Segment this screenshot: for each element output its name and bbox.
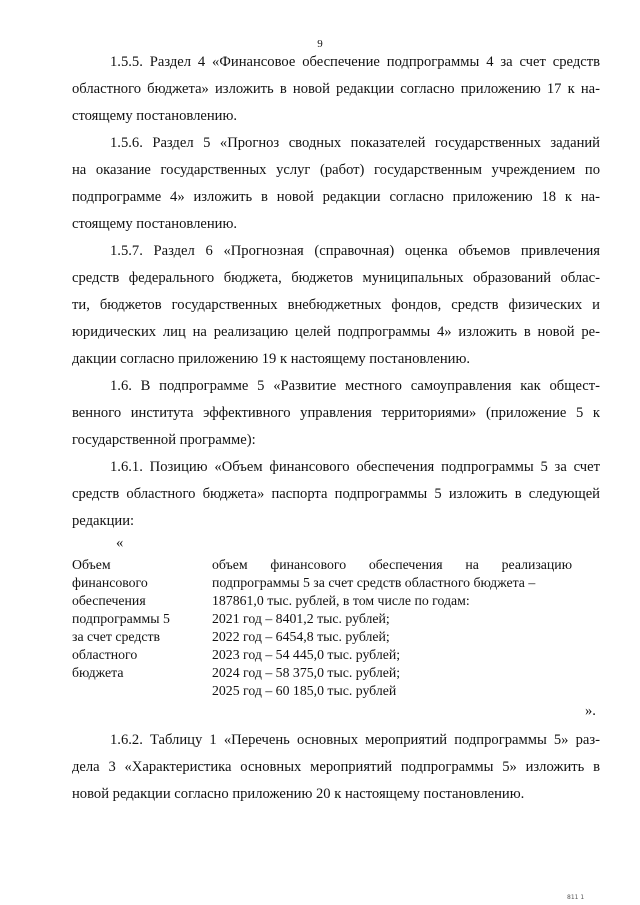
text-line: 1.6.2. Таблицу 1 «Перечень основных мероприятий подпрограммы 5» раз- [110,732,600,748]
text-line: юридических лиц на реализацию целей подпрограммы 4» изложить в новой ре- [72,324,600,340]
table-right-line: подпрограммы 5 за счет средств областного бюджета – [212,575,536,590]
text-line: венного института эффективного управления территориями» (приложение 5 к [72,405,600,421]
closing-quote: ». [585,703,596,719]
text-line: 1.5.5. Раздел 4 «Финансовое обеспечение подпрограммы 4 за счет средств [110,54,600,70]
text-line: подпрограмме 4» изложить в новой редакции согласно приложению 18 к на- [72,189,600,205]
table-left-line: за счет средств [72,629,161,644]
text-line: 1.6.1. Позицию «Объем финансового обеспечения подпрограммы 5 за счет [110,459,600,475]
table-right-line: 187861,0 тыс. рублей, в том числе по годам: [212,593,470,608]
text-line: ти, бюджетов государственных внебюджетных фондов, средств физических и [72,297,600,313]
table-right-line: 2024 год – 58 375,0 тыс. рублей; [212,665,401,680]
table-left-line: финансового [72,575,148,590]
table-right-line: 2023 год – 54 445,0 тыс. рублей; [212,647,401,662]
table-left-line: подпрограммы 5 [72,611,170,626]
text-line: государственной программе): [72,432,256,448]
text-line: новой редакции согласно приложению 20 к настоящему постановлению. [72,786,525,802]
table-right-line: 2022 год – 6454,8 тыс. рублей; [212,629,390,644]
text-line: дакции согласно приложению 19 к настоящему постановлению. [72,351,471,367]
text-line: стоящему постановлению. [72,216,238,232]
text-line: стоящему постановлению. [72,108,238,124]
text-line: 1.6. В подпрограмме 5 «Развитие местного самоуправления как общест- [110,378,600,394]
table-left-line: областного [72,647,138,662]
text-line: областного бюджета» изложить в новой редакции согласно приложению 17 к на- [72,81,600,97]
table-right-line: объем финансового обеспечения на реализацию [212,557,572,572]
page-number: 9 [317,38,323,50]
opening-quote: « [116,535,124,551]
corner-mark: 811 1 [567,894,585,901]
table-left-line: обеспечения [72,593,146,608]
text-line: на оказание государственных услуг (работ) государственным учреждением по [72,162,600,178]
text-line: 1.5.7. Раздел 6 «Прогнозная (справочная) оценка объемов привлечения [110,243,600,259]
table-right-line: 2021 год – 8401,2 тыс. рублей; [212,611,390,626]
text-line: дела 3 «Характеристика основных мероприятий подпрограммы 5» изложить в [72,759,600,775]
table-left-line: Объем [72,557,111,572]
table-left-line: бюджета [72,665,124,680]
text-line: средств федерального бюджета, бюджетов муниципальных образований облас- [72,270,600,286]
text-line: средств областного бюджета» паспорта подпрограммы 5 изложить в следующей [72,486,600,502]
text-line: редакции: [72,513,135,529]
text-line: 1.5.6. Раздел 5 «Прогноз сводных показателей государственных заданий [110,135,600,151]
table-right-line: 2025 год – 60 185,0 тыс. рублей [212,683,397,698]
